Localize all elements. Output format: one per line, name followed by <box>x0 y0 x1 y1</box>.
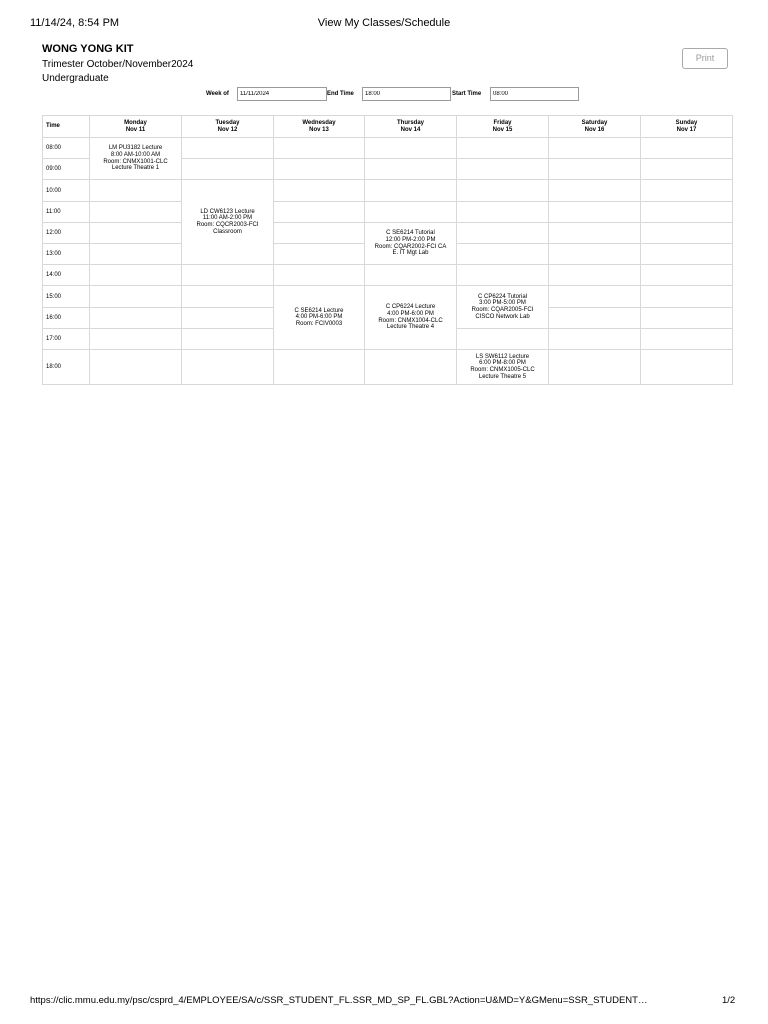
schedule-row <box>43 138 733 159</box>
empty-slot <box>365 159 457 180</box>
class-meeting-line: Lecture Theatre 5 <box>478 373 527 380</box>
day-name: Sunday <box>675 119 698 126</box>
empty-slot <box>641 159 733 180</box>
time-slot-label: 18:00 <box>43 350 90 385</box>
class-meeting-line: 12:00 PM-2:00 PM <box>385 236 436 243</box>
day-name: Thursday <box>396 119 424 126</box>
end-time-label: End Time <box>327 91 354 97</box>
empty-slot <box>549 244 641 265</box>
day-header-saturday <box>549 116 641 138</box>
empty-slot <box>274 159 365 180</box>
empty-slot <box>641 286 733 308</box>
time-slot-label: 11:00 <box>43 202 90 223</box>
class-meeting-line: LM PU3182 Lecture <box>108 145 163 152</box>
class-meeting-line: 6:00 PM-8:00 PM <box>479 360 526 367</box>
class-meeting[interactable] <box>182 180 274 265</box>
class-meeting-line: Room: CQCR2003-FCI <box>196 222 259 228</box>
time-slot-label: 17:00 <box>43 329 90 350</box>
empty-slot <box>90 180 182 202</box>
class-meeting[interactable] <box>457 350 549 385</box>
print-datetime: 11/14/24, 8:54 PM <box>30 17 120 29</box>
empty-slot <box>274 180 365 202</box>
class-meeting-line: 4:00 PM-6:00 PM <box>295 314 343 321</box>
empty-slot <box>457 244 549 265</box>
empty-slot <box>457 159 549 180</box>
class-meeting-line: C CP6224 Tutorial <box>477 293 528 300</box>
class-meeting-line: Room: FCIV0003 <box>295 320 343 327</box>
class-meeting[interactable] <box>457 286 549 329</box>
empty-slot <box>365 202 457 223</box>
empty-slot <box>549 329 641 350</box>
time-slot-label: 13:00 <box>43 244 90 265</box>
class-meeting-line: C CP6224 Lecture <box>385 304 436 311</box>
empty-slot <box>549 350 641 385</box>
empty-slot <box>549 308 641 329</box>
class-meeting-line: Room: CNMX1004-CLC <box>378 317 443 324</box>
schedule-row <box>43 202 733 223</box>
schedule-header-row <box>43 116 733 138</box>
start-time-label: Start Time <box>452 91 482 97</box>
day-name: Tuesday <box>215 119 240 126</box>
class-meeting-line: LS SW6112 Lecture <box>475 353 530 360</box>
empty-slot <box>641 244 733 265</box>
class-meeting-line: Room: CNMX1005-CLC <box>470 367 535 373</box>
empty-slot <box>90 286 182 308</box>
day-date: Nov 14 <box>400 126 421 133</box>
empty-slot <box>182 350 274 385</box>
empty-slot <box>549 286 641 308</box>
empty-slot <box>549 202 641 223</box>
class-meeting-line: LD CW6123 Lecture <box>200 208 255 215</box>
empty-slot <box>641 329 733 350</box>
empty-slot <box>641 202 733 223</box>
footer-url: https://clic.mmu.edu.my/psc/csprd_4/EMPLOYEE/SA/c/SSR_STUDENT_FL.SSR_MD_SP_FL.GBL?Action=U&MD=Y&GMenu=SSR_STUDENT… <box>30 995 648 1006</box>
day-name: Saturday <box>581 119 608 126</box>
start-time-input[interactable] <box>490 87 579 101</box>
footer-page-number: 1/2 <box>722 995 736 1006</box>
term-label: Trimester October/November2024 <box>42 59 194 70</box>
schedule-row <box>43 223 733 244</box>
class-meeting-line: 11:00 AM-2:00 PM <box>202 215 253 222</box>
class-meeting-line: Lecture Theatre 4 <box>386 324 435 331</box>
day-date: Nov 16 <box>584 126 605 133</box>
day-date: Nov 13 <box>309 126 329 133</box>
empty-slot <box>90 265 182 286</box>
schedule-body <box>43 138 733 385</box>
empty-slot <box>90 244 182 265</box>
empty-slot <box>90 202 182 223</box>
class-meeting-line: 8:00 AM-10:00 AM <box>110 151 161 158</box>
empty-slot <box>457 180 549 202</box>
day-header-tuesday <box>182 116 274 138</box>
empty-slot <box>274 202 365 223</box>
empty-slot <box>641 138 733 159</box>
schedule-row <box>43 180 733 202</box>
class-meeting-line: CISCO Network Lab <box>475 313 530 320</box>
student-name: WONG YONG KIT <box>42 43 134 55</box>
day-date: Nov 11 <box>125 126 146 133</box>
empty-slot <box>549 180 641 202</box>
empty-slot <box>182 329 274 350</box>
empty-slot <box>365 180 457 202</box>
class-meeting-line: C SE6214 Lecture <box>294 307 344 314</box>
class-meeting-line: 3:00 PM-5:00 PM <box>479 300 526 307</box>
time-slot-label: 15:00 <box>43 286 90 308</box>
time-slot-label: 08:00 <box>43 138 90 159</box>
day-name: Friday <box>493 119 512 126</box>
class-meeting-line: Room: CQAR2005-FCI <box>471 307 534 313</box>
empty-slot <box>641 180 733 202</box>
day-date: Nov 12 <box>217 126 238 133</box>
empty-slot <box>549 223 641 244</box>
class-meeting[interactable] <box>365 286 457 350</box>
day-header-thursday <box>365 116 457 138</box>
class-meeting-line: 4:00 PM-6:00 PM <box>387 310 434 317</box>
empty-slot <box>182 286 274 308</box>
schedule-table <box>42 115 733 385</box>
career-label: Undergraduate <box>42 73 109 84</box>
empty-slot <box>182 308 274 329</box>
week-of-input[interactable] <box>237 87 327 101</box>
time-column-header: Time <box>43 116 90 138</box>
empty-slot <box>182 159 274 180</box>
schedule-row <box>43 350 733 385</box>
schedule-row <box>43 286 733 308</box>
day-header-friday <box>457 116 549 138</box>
day-header-sunday <box>641 116 733 138</box>
day-name: Wednesday <box>302 119 336 126</box>
time-slot-label: 14:00 <box>43 265 90 286</box>
day-header-wednesday <box>274 116 365 138</box>
class-meeting-line: Room: CQAR2002-FCI CA <box>374 243 447 250</box>
empty-slot <box>365 265 457 286</box>
week-of-label: Week of <box>206 91 229 97</box>
empty-slot <box>641 350 733 385</box>
end-time-input[interactable] <box>362 87 451 101</box>
class-meeting-line: Lecture Theatre 1 <box>111 165 160 172</box>
class-meeting[interactable] <box>365 223 457 265</box>
empty-slot <box>549 159 641 180</box>
time-slot-label: 09:00 <box>43 159 90 180</box>
class-meeting-line: Room: CNMX1001-CLC <box>103 158 168 165</box>
class-meeting-line: E. IT Mgt Lab <box>392 250 429 257</box>
empty-slot <box>90 350 182 385</box>
empty-slot <box>182 138 274 159</box>
time-slot-label: 10:00 <box>43 180 90 202</box>
empty-slot <box>457 265 549 286</box>
empty-slot <box>457 223 549 244</box>
empty-slot <box>274 223 365 244</box>
empty-slot <box>641 265 733 286</box>
schedule-row <box>43 265 733 286</box>
empty-slot <box>182 265 274 286</box>
day-date: Nov 15 <box>492 126 513 133</box>
time-slot-label: 16:00 <box>43 308 90 329</box>
empty-slot <box>457 138 549 159</box>
time-slot-label: 12:00 <box>43 223 90 244</box>
empty-slot <box>457 329 549 350</box>
empty-slot <box>90 223 182 244</box>
day-name: Monday <box>124 119 147 126</box>
empty-slot <box>90 329 182 350</box>
day-header-monday <box>90 116 182 138</box>
empty-slot <box>274 350 365 385</box>
empty-slot <box>274 138 365 159</box>
page-title: View My Classes/Schedule <box>317 17 451 29</box>
print-button[interactable]: Print <box>682 48 728 69</box>
empty-slot <box>641 308 733 329</box>
empty-slot <box>549 138 641 159</box>
empty-slot <box>457 202 549 223</box>
empty-slot <box>274 244 365 265</box>
class-meeting-line: Classroom <box>213 228 242 235</box>
class-meeting[interactable] <box>90 138 182 180</box>
empty-slot <box>90 308 182 329</box>
empty-slot <box>274 265 365 286</box>
class-meeting[interactable] <box>274 286 365 350</box>
empty-slot <box>365 138 457 159</box>
empty-slot <box>549 265 641 286</box>
day-date: Nov 17 <box>676 126 697 133</box>
empty-slot <box>365 350 457 385</box>
empty-slot <box>641 223 733 244</box>
class-meeting-line: C SE6214 Tutorial <box>386 230 435 237</box>
